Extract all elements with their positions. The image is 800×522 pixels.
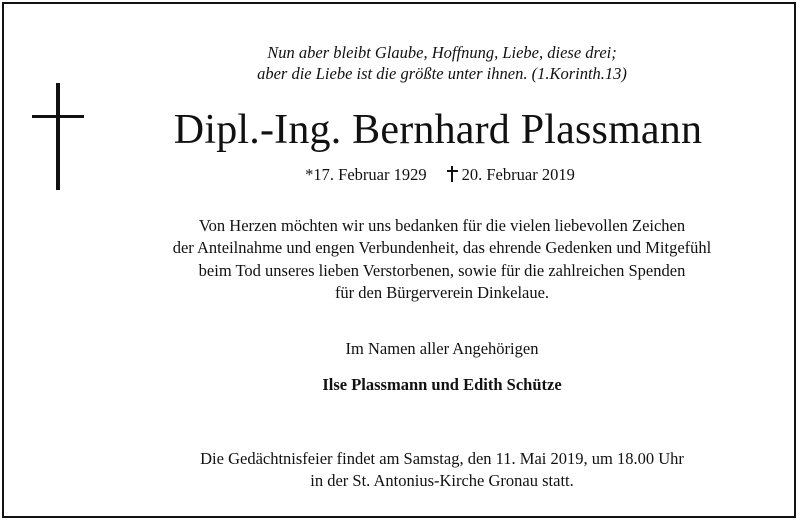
thanks-line-1: Von Herzen möchten wir uns bedanken für die vielen liebevollen Zeichen bbox=[198, 216, 686, 235]
birth-date: *17. Februar 1929 bbox=[305, 165, 427, 184]
dagger-cross-icon bbox=[447, 166, 458, 182]
thanks-line-2: der Anteilnahme und engen Verbundenheit, das ehrende Gedenken und Mitgefühl bbox=[172, 238, 712, 257]
signers-names: Ilse Plassmann und Edith Schütze bbox=[322, 375, 562, 394]
deceased-name: Dipl.-Ing. Bernhard Plassmann bbox=[173, 107, 703, 153]
thanks-line-4: für den Bürgerverein Dinkelaue. bbox=[334, 283, 550, 302]
on-behalf-text: Im Namen aller Angehörigen bbox=[345, 339, 539, 358]
bible-quote-line-1: Nun aber bleibt Glaube, Hoffnung, Liebe, diese drei; bbox=[267, 43, 617, 62]
memorial-line-2: in der St. Antonius-Kirche Gronau statt. bbox=[310, 471, 574, 490]
bible-quote-line-2: aber die Liebe ist die größte unter ihnen. (1.Korinth.13) bbox=[257, 64, 627, 83]
thanks-line-3: beim Tod unseres lieben Verstorbenen, sowie für die zahlreichen Spenden bbox=[198, 261, 686, 280]
memorial-line-1: Die Gedächtnisfeier findet am Samstag, den 11. Mai 2019, um 18.00 Uhr bbox=[200, 449, 684, 468]
life-dates bbox=[40, 164, 800, 186]
death-date: 20. Februar 2019 bbox=[461, 165, 575, 184]
